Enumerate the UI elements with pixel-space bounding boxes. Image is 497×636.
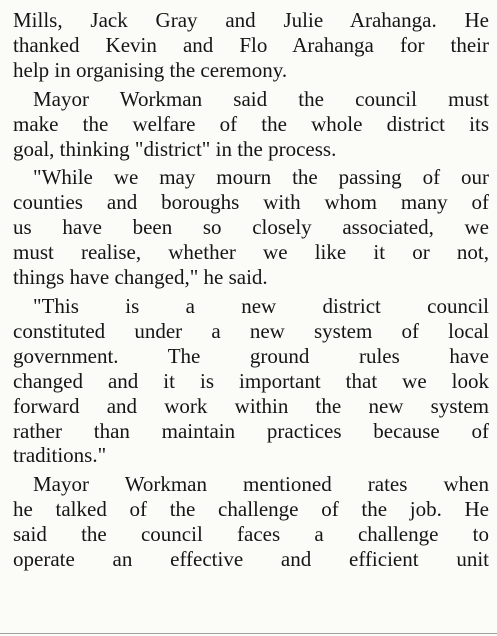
text-line: said the council faces a challenge to — [13, 522, 489, 547]
paragraph-4 — [13, 294, 489, 468]
text-line: forward and work within the new system — [13, 393, 489, 418]
paragraph-1 — [13, 8, 489, 83]
text-line: Mayor Workman mentioned rates when — [33, 472, 489, 497]
text-line: traditions." — [13, 443, 107, 468]
paragraph-2 — [13, 87, 489, 162]
text-line: changed and it is important that we look — [13, 368, 489, 393]
paragraph-3 — [13, 165, 489, 290]
text-line: Mayor Workman said the council must — [33, 86, 489, 111]
text-line: government. The ground rules have — [13, 343, 489, 368]
text-line: make the welfare of the whole district its — [13, 111, 489, 136]
text-line: "While we may mourn the passing of our — [33, 165, 489, 190]
text-line: rather than maintain practices because of — [13, 418, 489, 443]
text-line: counties and boroughs with whom many of — [13, 190, 489, 215]
text-line: us have been so closely associated, we — [13, 215, 489, 240]
paragraph-5 — [13, 472, 489, 572]
text-line: "This is a new district council — [33, 293, 489, 318]
text-line: operate an effective and efficient unit — [13, 547, 489, 572]
text-line: constituted under a new system of local — [13, 318, 489, 343]
text-line: things have changed," he said. — [13, 265, 268, 290]
text-line: help in organising the ceremony. — [13, 57, 288, 82]
text-line: goal, thinking "district" in the process. — [13, 136, 337, 161]
bottom-rule — [0, 633, 497, 634]
text-line: he talked of the challenge of the job. He — [13, 497, 489, 522]
text-line: thanked Kevin and Flo Arahanga for their — [13, 32, 489, 57]
text-line: must realise, whether we like it or not, — [13, 240, 489, 265]
article-column — [13, 8, 489, 576]
text-line: Mills, Jack Gray and Julie Arahanga. He — [13, 8, 489, 32]
